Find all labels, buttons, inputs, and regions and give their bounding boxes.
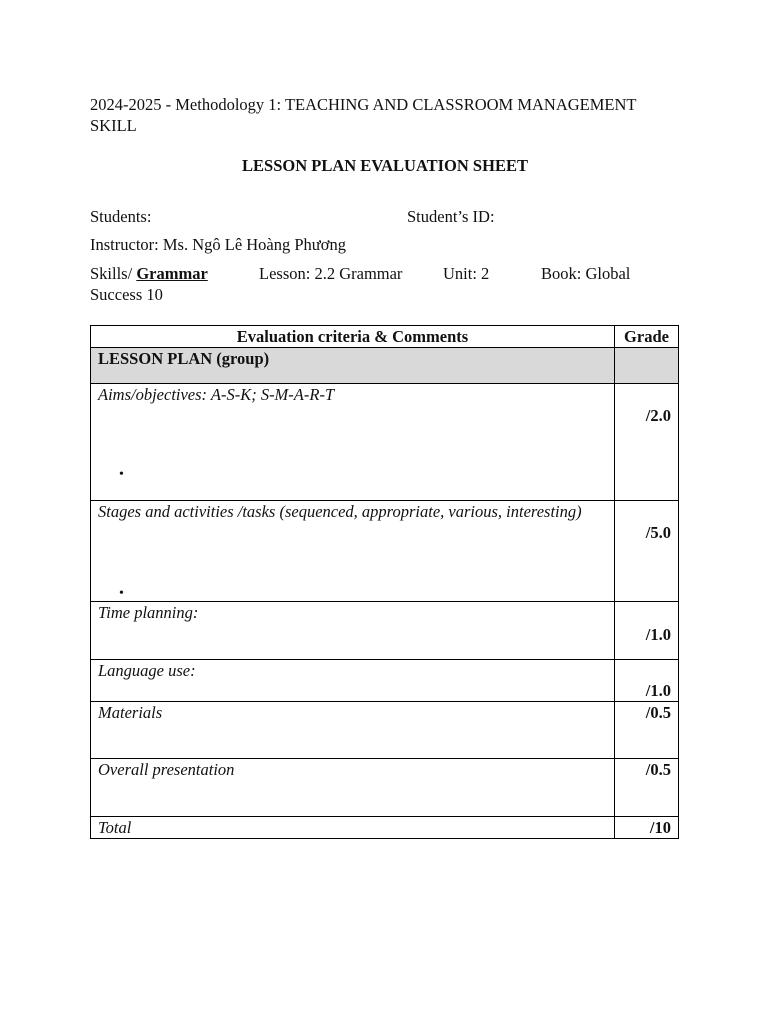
grade-presentation: /0.5 bbox=[645, 760, 671, 779]
grade-aims: /2.0 bbox=[645, 406, 671, 425]
table-row bbox=[91, 602, 679, 660]
unit-label: Unit: 2 bbox=[443, 264, 490, 283]
grade-language: /1.0 bbox=[645, 681, 671, 700]
course-line: 2024-2025 - Methodology 1: TEACHING AND CLASSROOM MANAGEMENT SKILL bbox=[90, 95, 637, 135]
section-row bbox=[91, 348, 679, 384]
student-id-label: Student’s ID: bbox=[407, 207, 495, 226]
page-title: LESSON PLAN EVALUATION SHEET bbox=[242, 156, 528, 175]
skills-prefix: Skills/ bbox=[90, 264, 137, 283]
book-label: Book: Global bbox=[541, 264, 631, 283]
section-grade-empty bbox=[615, 348, 679, 384]
students-label: Students: bbox=[90, 207, 152, 226]
section-label: LESSON PLAN (group) bbox=[91, 348, 615, 384]
grade-stages: /5.0 bbox=[645, 523, 671, 542]
table-row bbox=[91, 759, 679, 817]
grade-materials: /0.5 bbox=[645, 703, 671, 722]
students-row bbox=[90, 206, 680, 227]
bullet-point: • bbox=[119, 467, 124, 482]
grade-total: /10 bbox=[649, 818, 671, 837]
table-header-row bbox=[91, 326, 679, 348]
table-row bbox=[91, 660, 679, 702]
table-row bbox=[91, 702, 679, 759]
header-grade: Grade bbox=[615, 326, 679, 348]
criteria-time: Time planning: bbox=[91, 602, 615, 660]
criteria-aims: Aims/objectives: A-S-K; S-M-A-R-T bbox=[98, 385, 335, 404]
table-row bbox=[91, 817, 679, 839]
criteria-presentation: Overall presentation bbox=[91, 759, 615, 817]
bullet-point: • bbox=[119, 586, 124, 601]
table-row bbox=[91, 384, 679, 501]
criteria-materials: Materials bbox=[91, 702, 615, 759]
lesson-label: Lesson: 2.2 Grammar bbox=[259, 264, 403, 283]
skills-value: Grammar bbox=[136, 264, 208, 283]
criteria-language: Language use: bbox=[91, 660, 615, 702]
instructor-line: Instructor: Ms. Ngô Lê Hoàng Phương bbox=[90, 235, 346, 254]
table-row bbox=[91, 501, 679, 602]
header-criteria: Evaluation criteria & Comments bbox=[91, 326, 615, 348]
criteria-total: Total bbox=[91, 817, 615, 839]
skills-row bbox=[90, 263, 680, 304]
book-label-continued: Success 10 bbox=[90, 285, 163, 304]
evaluation-table bbox=[90, 325, 679, 839]
grade-time: /1.0 bbox=[645, 625, 671, 644]
criteria-stages: Stages and activities /tasks (sequenced, appropriate, various, interesting) bbox=[98, 502, 582, 521]
